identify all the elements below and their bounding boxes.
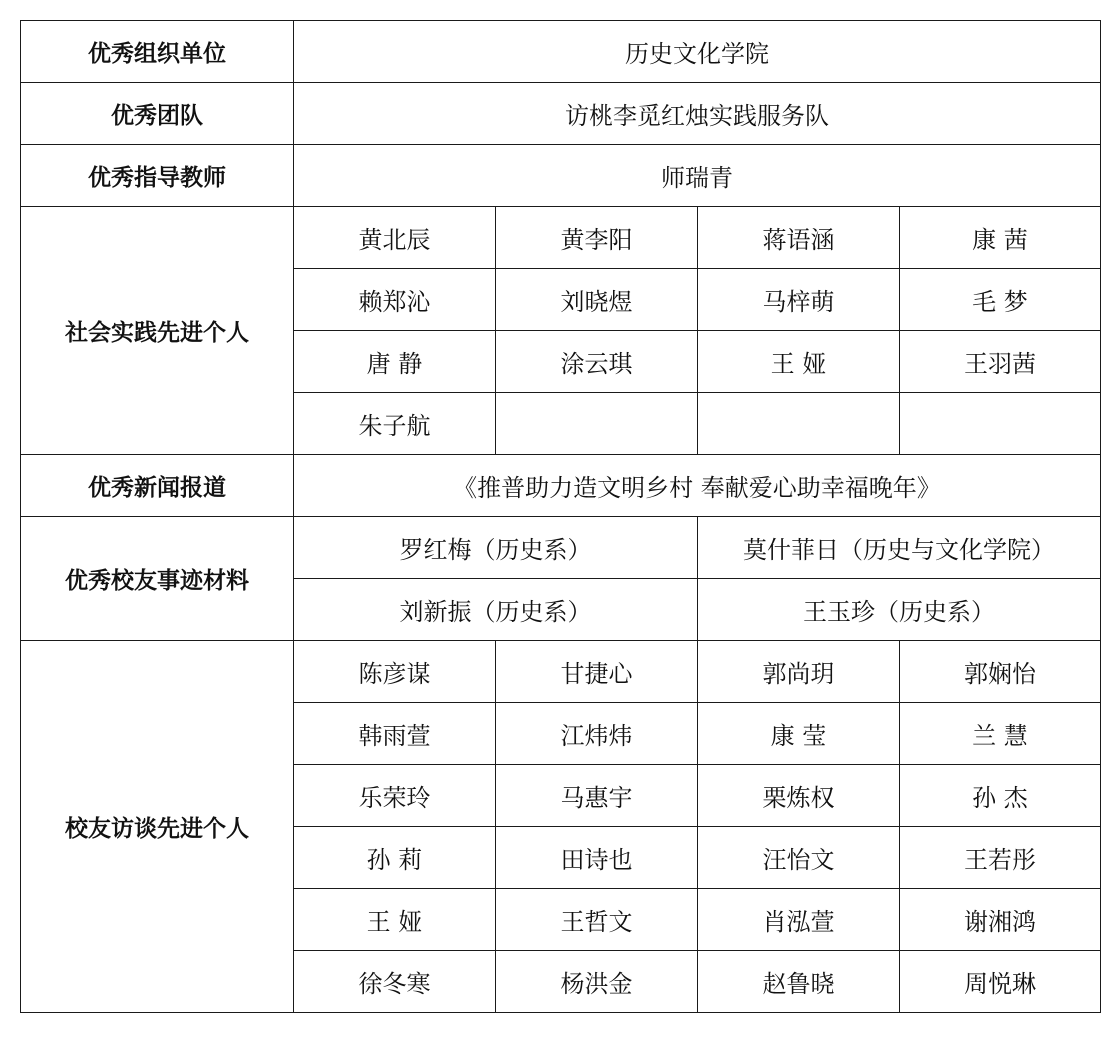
name-cell: 王 娅 bbox=[294, 889, 496, 951]
row-excellent-organization bbox=[21, 21, 1101, 83]
name-cell: 徐冬寒 bbox=[294, 951, 496, 1013]
name-cell: 黄北辰 bbox=[294, 207, 496, 269]
name-cell: 赖郑沁 bbox=[294, 269, 496, 331]
name-cell: 王哲文 bbox=[496, 889, 698, 951]
name-cell: 郭尚玥 bbox=[698, 641, 900, 703]
name-cell: 肖泓萱 bbox=[698, 889, 900, 951]
name-cell: 朱子航 bbox=[294, 393, 496, 455]
category-label: 优秀组织单位 bbox=[21, 21, 294, 83]
row-excellent-team bbox=[21, 83, 1101, 145]
name-cell: 谢湘鸿 bbox=[900, 889, 1101, 951]
category-label: 校友访谈先进个人 bbox=[21, 641, 294, 1013]
empty-cell bbox=[698, 393, 900, 455]
name-cell: 甘捷心 bbox=[496, 641, 698, 703]
name-cell: 蒋语涵 bbox=[698, 207, 900, 269]
name-cell: 王 娅 bbox=[698, 331, 900, 393]
name-cell: 马惠宇 bbox=[496, 765, 698, 827]
name-cell: 唐 静 bbox=[294, 331, 496, 393]
name-cell: 栗炼权 bbox=[698, 765, 900, 827]
alumni-item: 刘新振（历史系） bbox=[294, 579, 698, 641]
name-cell: 周悦琳 bbox=[900, 951, 1101, 1013]
name-cell: 汪怡文 bbox=[698, 827, 900, 889]
award-value: 访桃李觅红烛实践服务队 bbox=[294, 83, 1101, 145]
alumni-item: 王玉珍（历史系） bbox=[698, 579, 1101, 641]
name-cell: 江炜炜 bbox=[496, 703, 698, 765]
category-label: 优秀指导教师 bbox=[21, 145, 294, 207]
name-cell: 郭娴怡 bbox=[900, 641, 1101, 703]
name-cell: 兰 慧 bbox=[900, 703, 1101, 765]
name-cell: 田诗也 bbox=[496, 827, 698, 889]
row-alumni-materials bbox=[21, 517, 1101, 579]
name-cell: 马梓萌 bbox=[698, 269, 900, 331]
category-label: 优秀团队 bbox=[21, 83, 294, 145]
row-excellent-teacher bbox=[21, 145, 1101, 207]
name-cell: 涂云琪 bbox=[496, 331, 698, 393]
awards-table bbox=[20, 20, 1101, 1013]
name-cell: 王若彤 bbox=[900, 827, 1101, 889]
name-cell: 黄李阳 bbox=[496, 207, 698, 269]
row-excellent-news bbox=[21, 455, 1101, 517]
category-label: 优秀新闻报道 bbox=[21, 455, 294, 517]
row-interview-individuals bbox=[21, 641, 1101, 703]
row-practice-individuals bbox=[21, 207, 1101, 269]
name-cell: 王羽茜 bbox=[900, 331, 1101, 393]
name-cell: 杨洪金 bbox=[496, 951, 698, 1013]
award-value: 师瑞青 bbox=[294, 145, 1101, 207]
alumni-item: 罗红梅（历史系） bbox=[294, 517, 698, 579]
name-cell: 陈彦谋 bbox=[294, 641, 496, 703]
category-label: 优秀校友事迹材料 bbox=[21, 517, 294, 641]
name-cell: 康 莹 bbox=[698, 703, 900, 765]
name-cell: 康 茜 bbox=[900, 207, 1101, 269]
award-value: 《推普助力造文明乡村 奉献爱心助幸福晚年》 bbox=[294, 455, 1101, 517]
empty-cell bbox=[496, 393, 698, 455]
name-cell: 乐荣玲 bbox=[294, 765, 496, 827]
empty-cell bbox=[900, 393, 1101, 455]
category-label: 社会实践先进个人 bbox=[21, 207, 294, 455]
name-cell: 刘晓煜 bbox=[496, 269, 698, 331]
award-value: 历史文化学院 bbox=[294, 21, 1101, 83]
name-cell: 孙 杰 bbox=[900, 765, 1101, 827]
name-cell: 毛 梦 bbox=[900, 269, 1101, 331]
name-cell: 韩雨萱 bbox=[294, 703, 496, 765]
alumni-item: 莫什菲日（历史与文化学院） bbox=[698, 517, 1101, 579]
name-cell: 赵鲁晓 bbox=[698, 951, 900, 1013]
name-cell: 孙 莉 bbox=[294, 827, 496, 889]
